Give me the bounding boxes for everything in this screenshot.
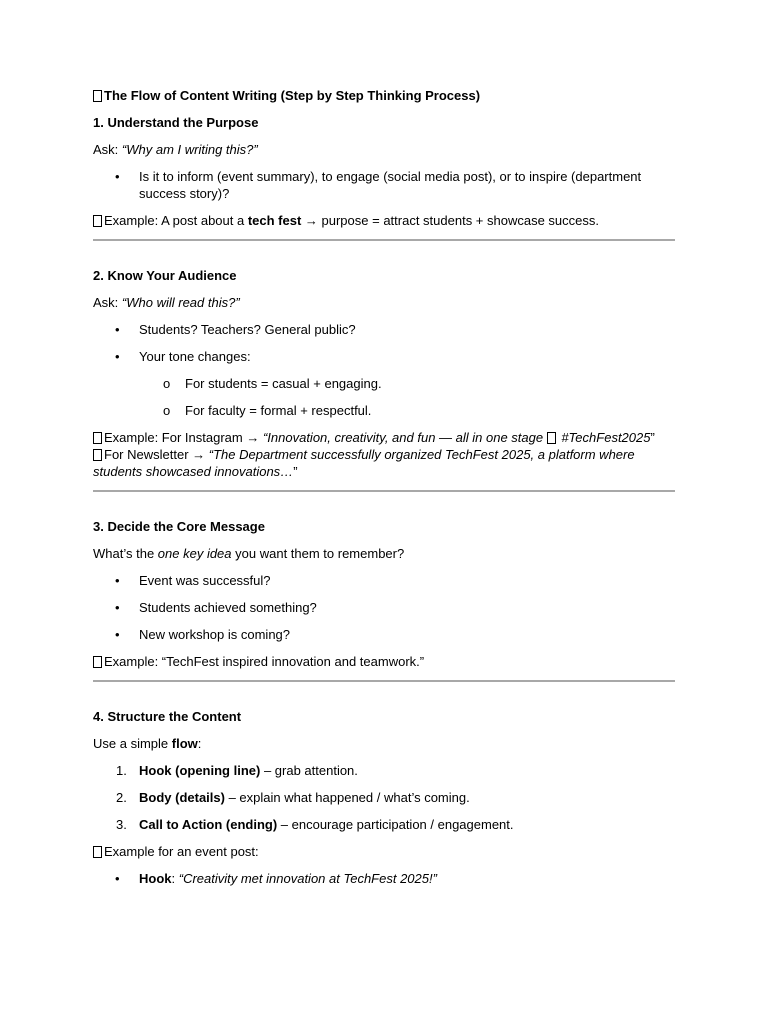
missing-glyph-icon: [93, 90, 102, 102]
list-item: • Students achieved something?: [115, 600, 317, 615]
section-4-numbered-list: [93, 762, 675, 833]
numbered-list-item: 3. Call to Action (ending) – encourage participation / engagement.: [116, 817, 514, 832]
section-2-example-instagram: Example: For Instagram → “Innovation, creativity, and fun — all in one stage #TechFest2025”: [93, 429, 675, 446]
section-divider: [93, 680, 675, 682]
sub-bullet-marker: o: [163, 403, 171, 418]
list-item: • Is it to inform (event summary), to engage (social media post), or to inspire (department success story)?: [115, 169, 642, 201]
section-3-example: Example: “TechFest inspired innovation and teamwork.”: [93, 653, 675, 670]
section-divider: [93, 490, 675, 492]
section-1-example: Example: A post about a tech fest → purpose = attract students + showcase success.: [93, 212, 675, 229]
sub-list-item: o For students = casual + engaging.: [163, 376, 382, 391]
bullet-marker: •: [115, 322, 120, 337]
list-number: 3.: [116, 817, 127, 832]
section-2-heading: 2. Know Your Audience: [93, 268, 237, 283]
bullet-marker: •: [115, 871, 120, 886]
numbered-list-item: 1. Hook (opening line) – grab attention.: [116, 763, 358, 778]
section-2-list: [93, 321, 675, 419]
section-divider: [93, 239, 675, 241]
sub-bullet-marker: o: [163, 376, 171, 391]
bullet-marker: •: [115, 627, 120, 642]
bullet-marker: •: [115, 573, 120, 588]
section-2-example-newsletter: For Newsletter → “The Department successfully organized TechFest 2025, a platform where students showcased innovations…”: [93, 447, 635, 479]
sub-list-item: o For faculty = formal + respectful.: [163, 403, 372, 418]
missing-glyph-icon: [93, 449, 102, 461]
numbered-list-item: 2. Body (details) – explain what happened / what’s coming.: [116, 790, 470, 805]
section-3-intro: What’s the one key idea you want them to remember?: [93, 546, 405, 561]
section-4-heading: 4. Structure the Content: [93, 709, 242, 724]
section-4-intro: Use a simple flow:: [93, 736, 202, 751]
document-title: The Flow of Content Writing (Step by Step Thinking Process): [93, 87, 675, 104]
missing-glyph-icon: [547, 432, 556, 444]
section-1-list: [93, 168, 675, 202]
list-item: • Hook: “Creativity met innovation at TechFest 2025!”: [115, 871, 437, 886]
section-4-example-list: [93, 870, 675, 887]
list-item: • Your tone changes:: [115, 349, 251, 364]
list-number: 2.: [116, 790, 127, 805]
section-4-example: Example for an event post:: [93, 843, 675, 860]
list-item: • Event was successful?: [115, 573, 271, 588]
bullet-marker: •: [115, 600, 120, 615]
missing-glyph-icon: [93, 846, 102, 858]
section-1-heading: 1. Understand the Purpose: [93, 115, 259, 130]
bullet-marker: •: [115, 349, 120, 364]
section-3-heading: 3. Decide the Core Message: [93, 519, 265, 534]
section-3-list: [93, 572, 675, 643]
section-1-ask: Ask: “Why am I writing this?”: [93, 142, 258, 157]
list-item: • New workshop is coming?: [115, 627, 291, 642]
missing-glyph-icon: [93, 215, 102, 227]
document-page: [93, 87, 675, 897]
list-number: 1.: [116, 763, 127, 778]
missing-glyph-icon: [93, 432, 102, 444]
bullet-marker: •: [115, 169, 120, 184]
missing-glyph-icon: [93, 656, 102, 668]
list-item: • Students? Teachers? General public?: [115, 322, 356, 337]
section-2-ask: Ask: “Who will read this?”: [93, 295, 240, 310]
